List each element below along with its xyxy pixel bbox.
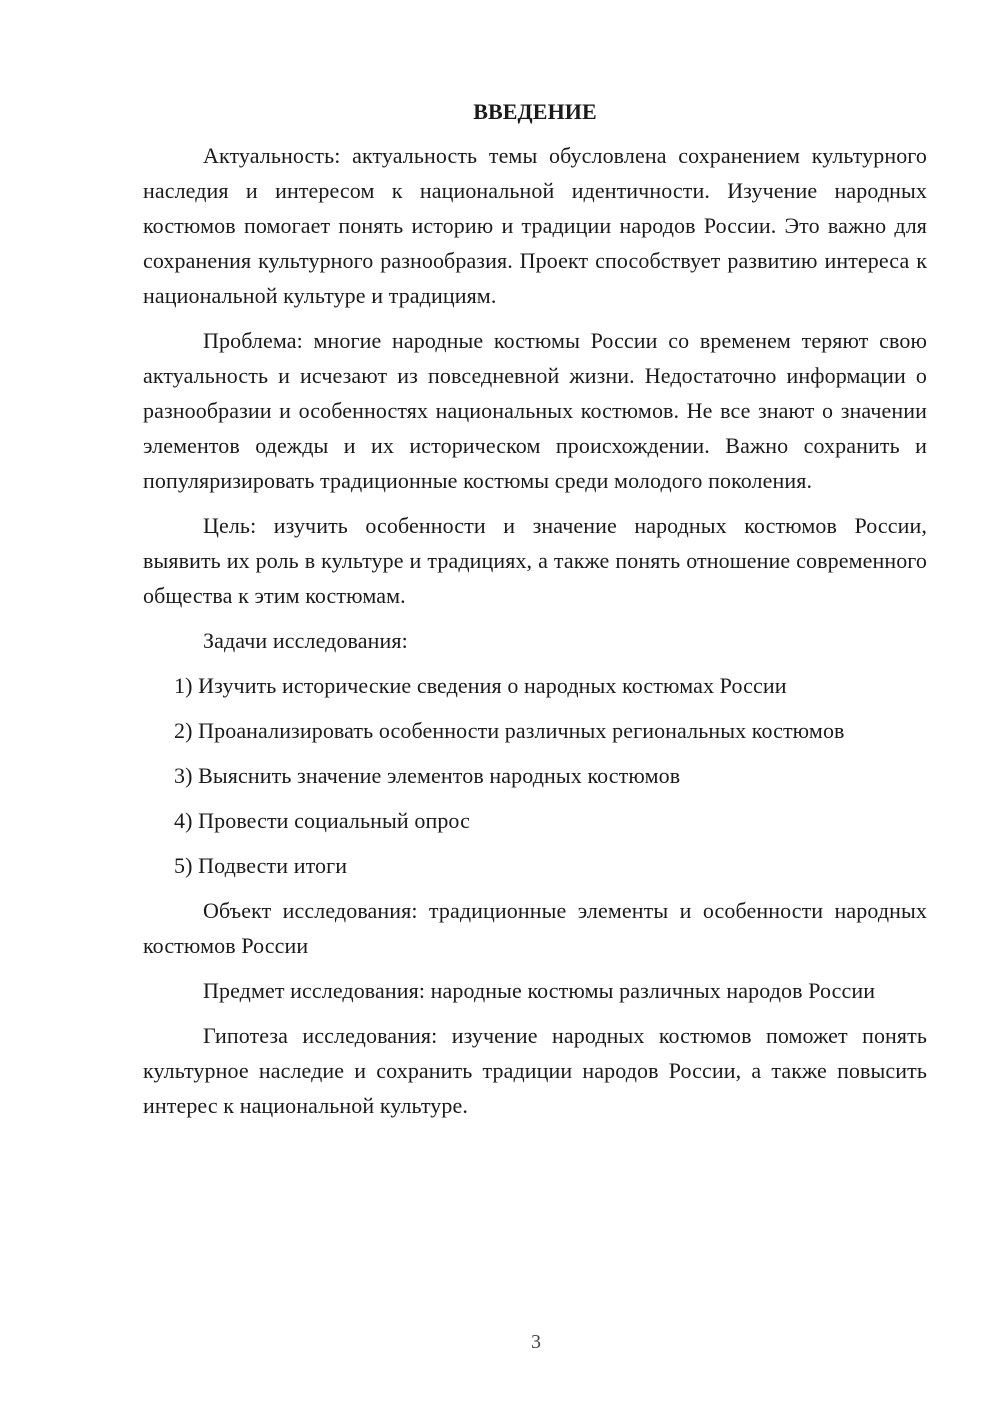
subject-paragraph: Предмет исследования: народные костюмы различных народов России bbox=[203, 978, 876, 1003]
tasks-heading: Задачи исследования: bbox=[203, 628, 408, 653]
page-number: 3 bbox=[531, 1331, 541, 1353]
task-item: 1) Изучить исторические сведения о народных костюмах России bbox=[174, 673, 787, 698]
task-item: 3) Выяснить значение элементов народных костюмов bbox=[174, 763, 681, 788]
object-paragraph: Объект исследования: традиционные элементы и особенности народных костюмов России bbox=[143, 898, 927, 958]
problem-paragraph: Проблема: многие народные костюмы России со временем теряют свою актуальность и исчезают из повседневной жизни. Недостаточно информации о разнообразии и особенностях национальных костюмов. Не все знают о значении элементов одежды и их историческом происхождении. Важно сохранить и популяризировать традиционные костюмы среди молодого поколения. bbox=[143, 328, 927, 493]
task-item: 4) Провести социальный опрос bbox=[174, 808, 470, 833]
task-item: 2) Проанализировать особенности различных региональных костюмов bbox=[174, 718, 845, 743]
section-title: ВВЕДЕНИЕ bbox=[473, 99, 597, 124]
relevance-paragraph: Актуальность: актуальность темы обусловлена сохранением культурного наследия и интересом к национальной идентичности. Изучение народных костюмов помогает понять историю и традиции народов России. Это важно для сохранения культурного разнообразия. Проект способствует развитию интереса к национальной культуре и традициям. bbox=[143, 143, 927, 308]
goal-paragraph: Цель: изучить особенности и значение народных костюмов России, выявить их роль в культуре и традициях, а также понять отношение современного общества к этим костюмам. bbox=[143, 513, 927, 608]
document-body bbox=[143, 96, 927, 1133]
hypothesis-paragraph: Гипотеза исследования: изучение народных костюмов поможет понять культурное наследие и сохранить традиции народов России, а также повысить интерес к национальной культуре. bbox=[143, 1023, 927, 1118]
task-item: 5) Подвести итоги bbox=[174, 853, 348, 878]
